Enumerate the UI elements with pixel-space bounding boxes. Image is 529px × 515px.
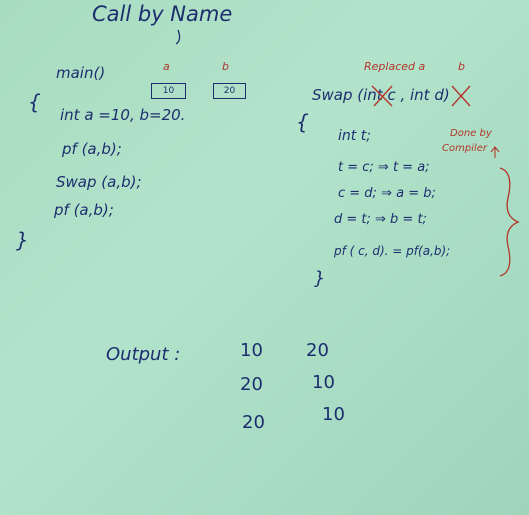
swap-line-d: d = t; ⇒ b = t; xyxy=(334,212,427,227)
output-row-2-b: 10 xyxy=(312,372,335,393)
label-b: b xyxy=(222,60,229,73)
swap-line-c: c = d; ⇒ a = b; xyxy=(338,186,436,201)
main-brace-open: { xyxy=(28,90,41,114)
code-line-print-2: pf (a,b); xyxy=(54,201,114,219)
code-line-swap-call: Swap (a,b); xyxy=(56,173,142,191)
output-row-3-a: 20 xyxy=(242,412,265,433)
label-a: a xyxy=(163,60,170,73)
code-line-print-1: pf (a,b); xyxy=(62,140,122,158)
swap-signature: Swap (int c , int d) xyxy=(312,86,450,104)
swap-brace-open: { xyxy=(296,110,309,134)
output-row-1-b: 20 xyxy=(306,340,329,361)
replaced-b-label: b xyxy=(458,60,465,73)
done-by-label: Done by xyxy=(450,128,492,139)
swap-line-t: t = c; ⇒ t = a; xyxy=(338,160,430,175)
output-row-1-a: 10 xyxy=(240,340,263,361)
output-row-2-a: 20 xyxy=(240,374,263,395)
swap-brace-close: } xyxy=(314,268,326,289)
output-row-3-b: 10 xyxy=(322,404,345,425)
replaced-label: Replaced a xyxy=(364,60,426,73)
memory-box-b: 20 xyxy=(213,83,246,99)
swap-line-print: pf ( c, d). = pf(a,b); xyxy=(334,244,451,258)
swap-declare-t: int t; xyxy=(338,128,371,144)
code-line-declare: int a =10, b=20. xyxy=(60,106,186,124)
output-label: Output : xyxy=(106,344,181,365)
main-brace-close: } xyxy=(16,228,29,252)
title: Call by Name xyxy=(92,2,233,26)
compiler-label: Compiler xyxy=(442,143,488,154)
main-label: main() xyxy=(56,64,106,82)
memory-box-a: 10 xyxy=(151,83,186,99)
